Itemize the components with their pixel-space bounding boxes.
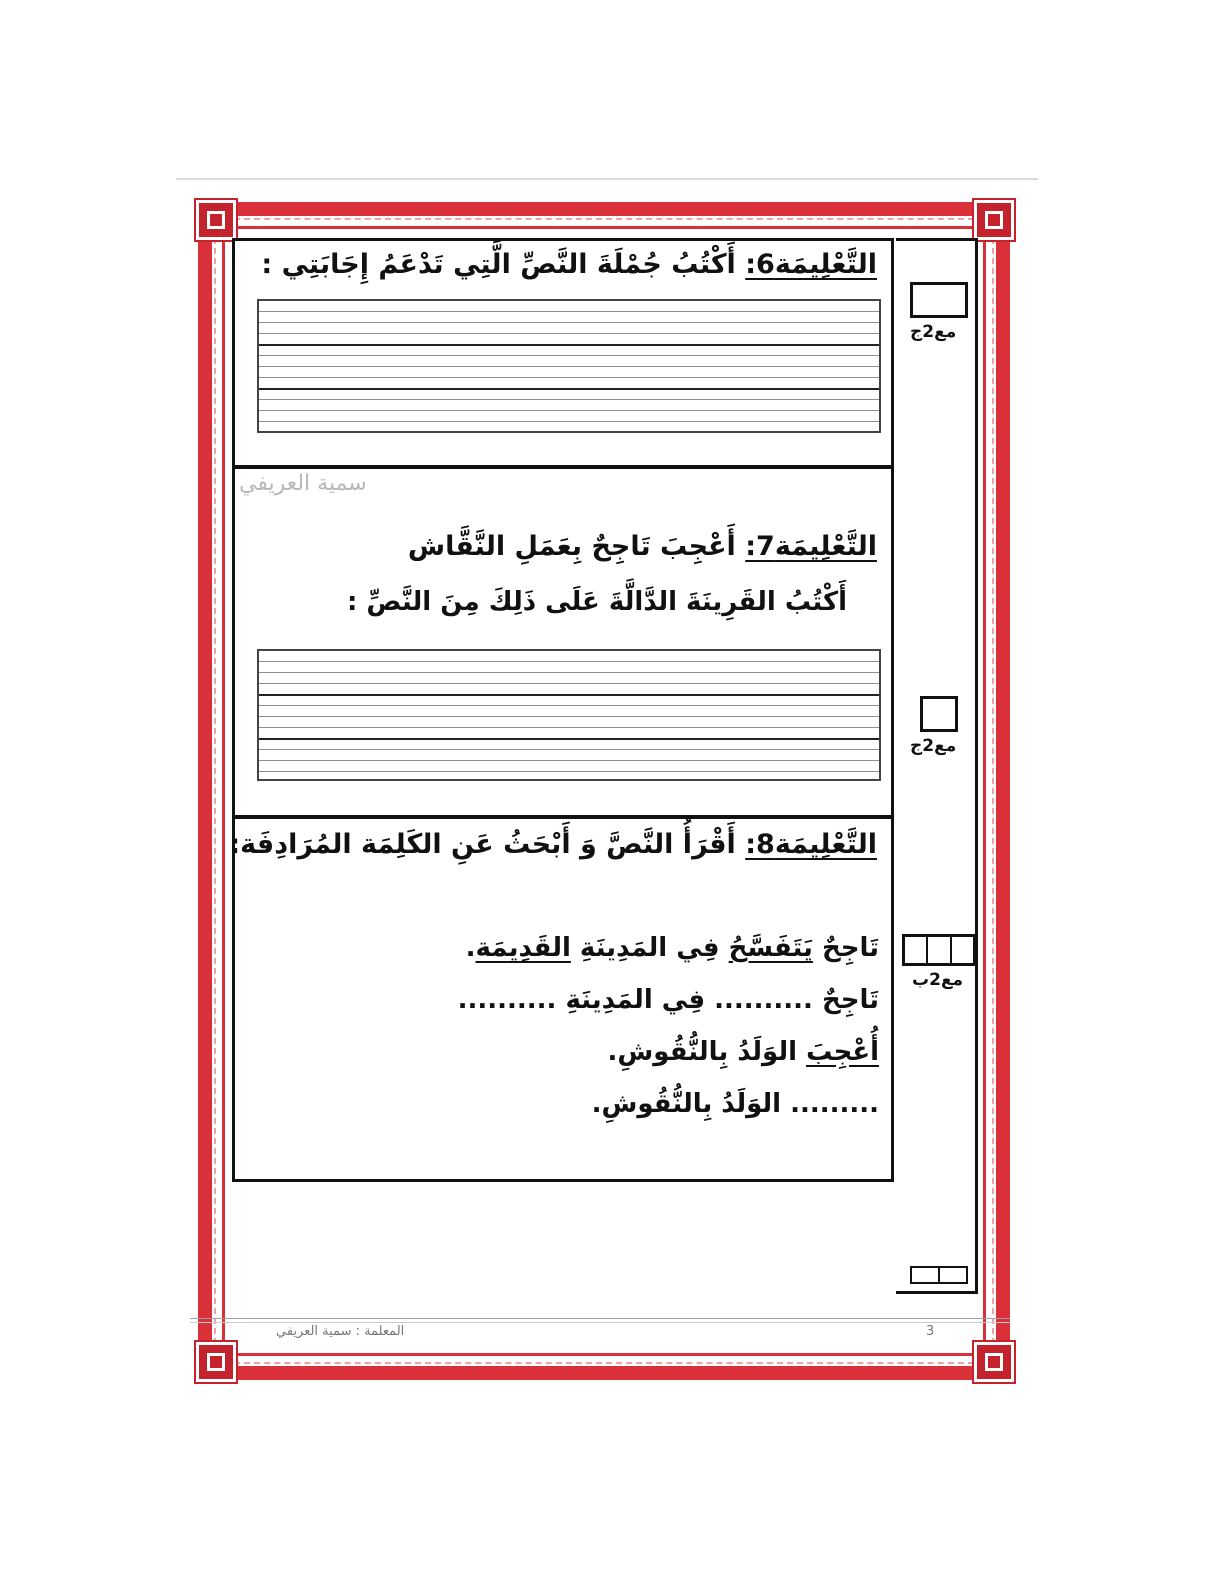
scoring-column xyxy=(896,238,978,1294)
answer-lines-6[interactable] xyxy=(257,299,881,433)
question-7-subtext: أَكْتُبُ القَرِينَةَ الدَّالَّةَ عَلَى ذَلِكَ مِنَ النَّصِّ : xyxy=(346,587,847,617)
score-cell[interactable] xyxy=(926,937,949,963)
footer-page-number: 3 xyxy=(926,1324,935,1339)
criterion-label-q8: مع2ب xyxy=(912,970,964,990)
criterion-label-q7: مع2ج xyxy=(910,736,957,756)
answer-line-major xyxy=(259,388,879,390)
score-cell[interactable] xyxy=(905,937,926,963)
question-7-box xyxy=(232,466,894,818)
frame-corner-icon xyxy=(974,1342,1014,1382)
frame-corner-icon xyxy=(974,200,1014,240)
footer-teacher: المعلمة : سمية العريفي xyxy=(276,1324,405,1339)
question-6-box xyxy=(232,238,894,468)
question-6-heading xyxy=(261,249,877,280)
exercise-text: فِي المَدِينَةِ xyxy=(570,933,729,963)
underlined-word: القَدِيمَة xyxy=(475,933,571,963)
frame-corner-icon xyxy=(196,1342,236,1382)
exercise-line-4[interactable]: ......... الوَلَدُ بِالنُّقُوشِ. xyxy=(591,1089,879,1119)
footer-rule xyxy=(190,1318,1010,1319)
exercise-text: الوَلَدُ بِالنُّقُوشِ. xyxy=(607,1037,807,1067)
criterion-label-q6: مع2ج xyxy=(910,322,957,342)
score-cell[interactable] xyxy=(938,1268,966,1282)
exercise-line-2[interactable]: تَاجِحٌ .......... فِي المَدِينَةِ .......... xyxy=(457,985,879,1015)
question-6-text: أَكْتُبُ جُمْلَةَ النَّصِّ الَّتِي تَدْعَمُ إِجَابَتِي : xyxy=(261,249,746,280)
answer-line-major xyxy=(259,738,879,740)
underlined-word: يَتَفَسَّحُ xyxy=(728,933,813,963)
exercise-text: تَاجِحٌ xyxy=(812,933,879,963)
frame-corner-icon xyxy=(196,200,236,240)
exercise-text: . xyxy=(465,933,476,963)
exercise-line-1 xyxy=(466,933,879,963)
exercise-line-3 xyxy=(608,1037,879,1067)
underlined-word: أُعْجِبَ xyxy=(806,1037,879,1067)
footer-rule xyxy=(190,1322,1010,1323)
question-8-text: أَقْرَأُ النَّصَّ وَ أَبْحَثُ عَنِ الكَلِمَة المُرَادِفَة: xyxy=(229,829,746,860)
question-7-heading xyxy=(408,531,877,562)
question-7-tag: التَّعْلِيمَة7: xyxy=(745,531,877,562)
question-8-heading xyxy=(229,829,877,860)
question-7-text: أَعْجِبَ تَاجِحٌ بِعَمَلِ النَّقَّاش xyxy=(407,531,746,562)
author-watermark: سمية العريفي xyxy=(239,471,367,496)
top-rule xyxy=(176,178,1038,180)
score-box-q7[interactable] xyxy=(920,696,958,732)
question-6-tag: التَّعْلِيمَة6: xyxy=(745,249,877,280)
answer-line-major xyxy=(259,344,879,346)
question-8-tag: التَّعْلِيمَة8: xyxy=(745,829,877,860)
score-cell[interactable] xyxy=(912,1268,938,1282)
answer-line-major xyxy=(259,694,879,696)
score-cell[interactable] xyxy=(950,937,973,963)
question-8-box xyxy=(229,816,894,1182)
total-score-box[interactable] xyxy=(910,1266,968,1284)
score-box-q8[interactable] xyxy=(902,934,976,966)
score-box-q6[interactable] xyxy=(910,282,968,318)
answer-lines-7[interactable] xyxy=(257,649,881,781)
